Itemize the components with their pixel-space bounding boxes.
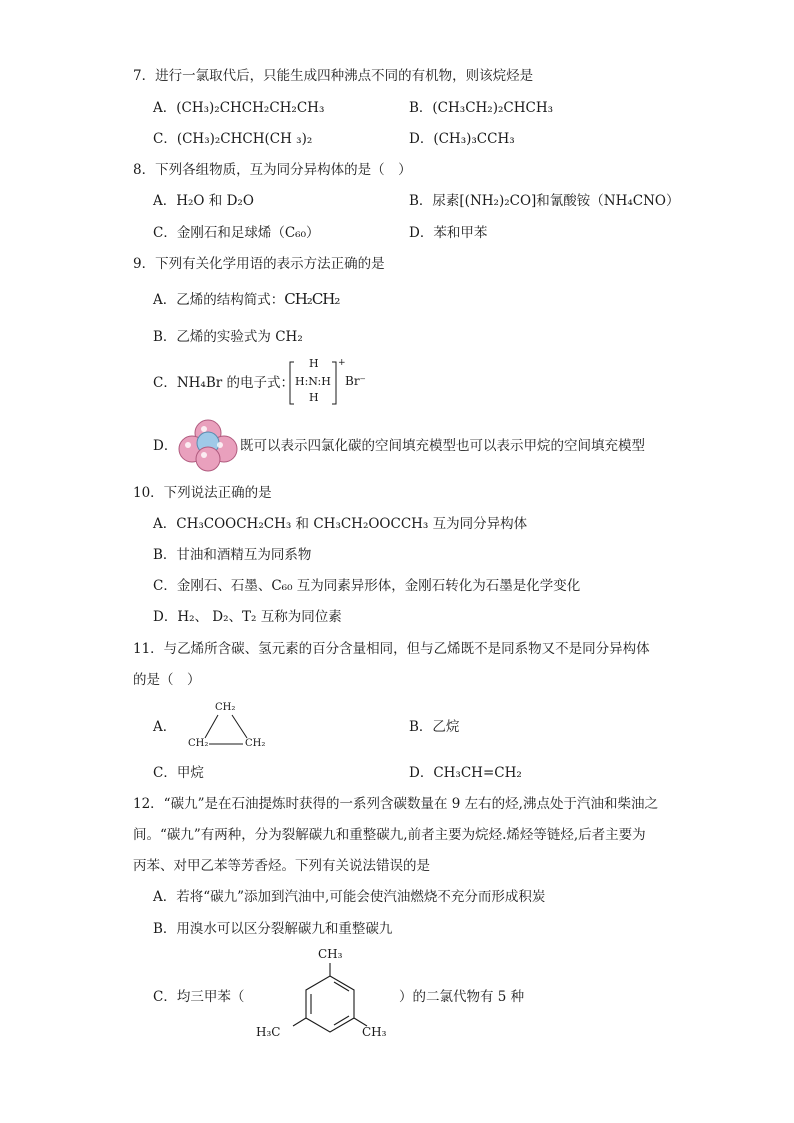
q9-option-d-text: 既可以表示四氯化碳的空间填充模型也可以表示甲烷的空间填充模型 — [240, 438, 645, 454]
q9-option-a — [153, 290, 339, 309]
q12-option-b: B．用溴水可以区分裂解碳九和重整碳九 — [153, 921, 393, 937]
q7-option-d: D．(CH₃)₃CCH₃ — [409, 131, 515, 147]
cyclopropane-left-ch2: CH₂ — [188, 738, 209, 749]
q12-stem-line2: 间。“碳九”有两种，分为裂解碳九和重整碳九,前者主要为烷烃.烯烃等链烃,后者主要为 — [133, 827, 646, 843]
q9-option-c-label: C．NH₄Br 的电子式： — [153, 375, 294, 391]
q8-option-a: A．H₂O 和 D₂O — [153, 193, 254, 209]
electron-bromide: Br⁻ — [345, 374, 366, 388]
q12-option-c-prefix: C．均三甲苯（ — [153, 989, 245, 1005]
q8-option-b: B．尿素[(NH₂)₂CO]和氰酸铵（NH₄CNO） — [409, 193, 680, 209]
q8-stem: 8．下列各组物质，互为同分异构体的是（ ） — [133, 162, 412, 178]
cyclopropane-top-ch2: CH₂ — [215, 702, 236, 713]
electron-h-bottom: H — [309, 391, 319, 404]
ethylene-formula: CH₂CH₂ — [284, 290, 340, 308]
q11-option-d: D．CH₃CH=CH₂ — [409, 765, 522, 781]
q11-option-b: B．乙烷 — [409, 719, 460, 735]
cyclopropane-structure — [185, 700, 275, 756]
q10-option-c: C．金刚石、石墨、C₆₀ 互为同素异形体，金刚石转化为石墨是化学变化 — [153, 578, 581, 594]
q11-option-a-label: A． — [153, 719, 177, 735]
q12-stem-line3: 丙苯、对甲乙苯等芳香烃。下列有关说法错误的是 — [133, 858, 430, 874]
mesitylene-top-ch3: CH₃ — [318, 947, 343, 961]
q11-option-c: C．甲烷 — [153, 765, 204, 781]
q10-option-d: D．H₂、 D₂、T₂ 互称为同位素 — [153, 609, 342, 625]
electron-h-top: H — [309, 357, 319, 370]
q12-option-c-suffix: ）的二氯代物有 5 种 — [399, 989, 525, 1005]
q9-stem: 9．下列有关化学用语的表示方法正确的是 — [133, 256, 385, 272]
mesitylene-right-ch3: CH₃ — [362, 1025, 387, 1039]
q12-stem-line1: 12．“碳九”是在石油提炼时获得的一系列含碳数量在 9 左右的烃,沸点处于汽油和柴油之 — [133, 796, 658, 812]
q9-option-a-label: A．乙烯的结构简式： — [153, 292, 285, 308]
mesitylene-structure — [256, 946, 396, 1046]
q7-option-c: C．(CH₃)₂CHCH(CH ₃)₂ — [153, 131, 313, 147]
q7-option-b: B．(CH₃CH₂)₂CHCH₃ — [409, 100, 554, 116]
q9-option-d-label: D． — [153, 438, 178, 454]
cyclopropane-right-ch2: CH₂ — [245, 738, 266, 749]
q11-stem-line1: 11．与乙烯所含碳、氢元素的百分含量相同，但与乙烯既不是同系物又不是同分异构体 — [133, 641, 650, 657]
electron-h-n-h: H:N:H — [295, 375, 331, 388]
electron-charge-plus: + — [338, 358, 346, 368]
mesitylene-left-ch3: H₃C — [256, 1025, 281, 1039]
q12-option-a: A．若将“碳九”添加到汽油中,可能会使汽油燃烧不充分而形成积炭 — [153, 889, 546, 905]
nh4br-electron-formula — [288, 358, 378, 408]
q10-option-a: A．CH₃COOCH₂CH₃ 和 CH₃CH₂OOCCH₃ 互为同分异构体 — [153, 516, 528, 532]
q7-stem: 7．进行一氯取代后，只能生成四种沸点不同的有机物，则该烷烃是 — [133, 68, 534, 84]
q9-option-b: B．乙烯的实验式为 CH₂ — [153, 329, 303, 345]
q10-stem: 10．下列说法正确的是 — [133, 485, 272, 501]
q7-option-a: A．(CH₃)₂CHCH₂CH₂CH₃ — [153, 100, 325, 116]
space-filling-model-image — [176, 415, 240, 473]
q11-stem-line2: 的是（ ） — [133, 672, 201, 688]
q8-option-c: C．金刚石和足球烯（C₆₀） — [153, 225, 320, 241]
q10-option-b: B．甘油和酒精互为同系物 — [153, 547, 312, 563]
q8-option-d: D．苯和甲苯 — [409, 225, 488, 241]
